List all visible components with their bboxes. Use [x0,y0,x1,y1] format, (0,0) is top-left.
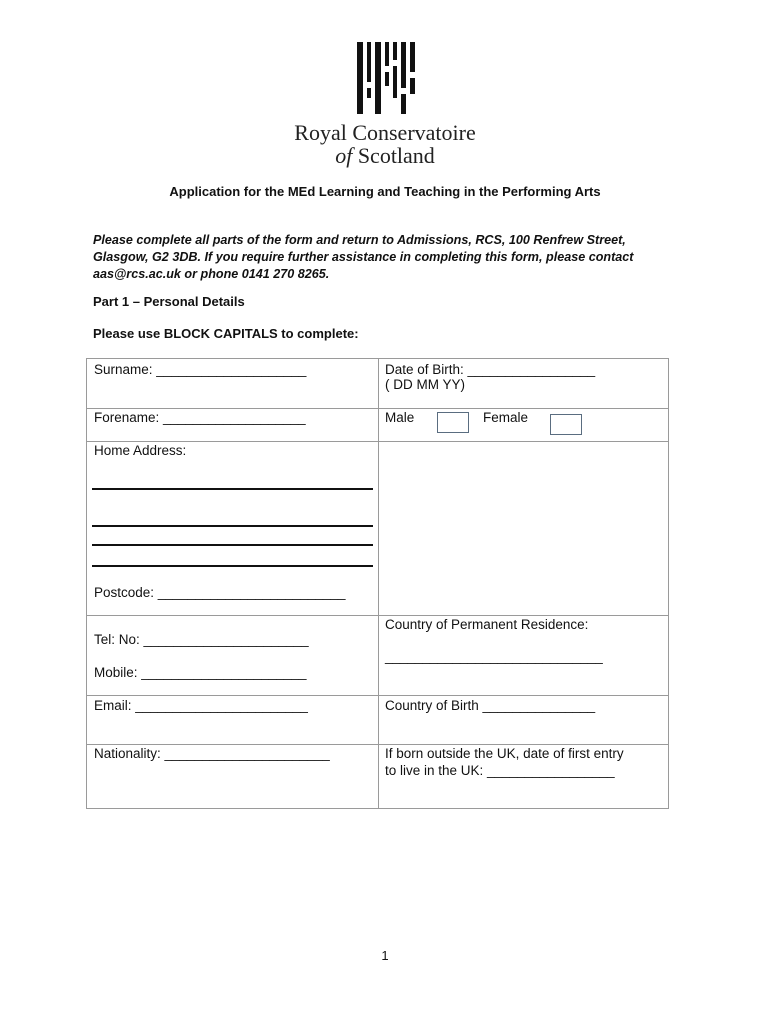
logo-name-scotland: Scotland [352,143,435,168]
female-label: Female [483,410,529,425]
date-of-birth-field[interactable]: Date of Birth: _________________ [385,362,596,377]
row-divider [87,408,668,409]
surname-field[interactable]: Surname: ____________________ [94,362,307,377]
country-residence-field[interactable]: _____________________________ [385,649,603,664]
personal-details-form [86,358,669,809]
mobile-field[interactable]: Mobile: ______________________ [94,665,307,680]
country-residence-label: Country of Permanent Residence: [385,617,589,632]
page-number: 1 [381,948,389,963]
email-field[interactable]: Email: _______________________ [94,698,308,713]
document-title: Application for the MEd Learning and Teaching in the Performing Arts [169,184,601,199]
nationality-field[interactable]: Nationality: ______________________ [94,746,330,761]
female-checkbox[interactable] [550,414,582,435]
logo-name-of: of [335,143,353,168]
row-divider [87,615,668,616]
address-line-3[interactable] [92,544,373,546]
logo-name-line2 [240,143,530,169]
date-of-birth-format: ( DD MM YY) [385,377,465,392]
address-line-2[interactable] [92,525,373,527]
logo-name-line1: Royal Conservatoire [294,120,476,145]
address-line-4[interactable] [92,565,373,567]
forename-field[interactable]: Forename: ___________________ [94,410,306,425]
tel-field[interactable]: Tel: No: ______________________ [94,632,309,647]
row-divider [87,695,668,696]
first-entry-date-field[interactable]: to live in the UK: _________________ [385,763,615,778]
country-of-birth-field[interactable]: Country of Birth _______________ [385,698,596,713]
first-entry-label: If born outside the UK, date of first entry [385,746,624,761]
male-label: Male [385,410,415,425]
male-checkbox[interactable] [437,412,469,433]
row-divider [87,441,668,442]
row-divider [87,744,668,745]
home-address-label: Home Address: [94,443,187,458]
part1-heading: Part 1 – Personal Details [93,294,245,309]
address-line-1[interactable] [92,488,373,490]
block-capitals-instruction: Please use BLOCK CAPITALS to complete: [93,326,359,341]
column-divider [378,359,379,808]
intro-paragraph: Please complete all parts of the form and return to Admissions, RCS, 100 Renfrew Street, Glasgow, G2 3DB. If you require further assistance in completing this form, please contact aas@rcs.ac.uk or phone 0141 270 8265. [93,233,634,281]
postcode-field[interactable]: Postcode: _________________________ [94,585,346,600]
rcs-logo-icon [357,42,415,114]
